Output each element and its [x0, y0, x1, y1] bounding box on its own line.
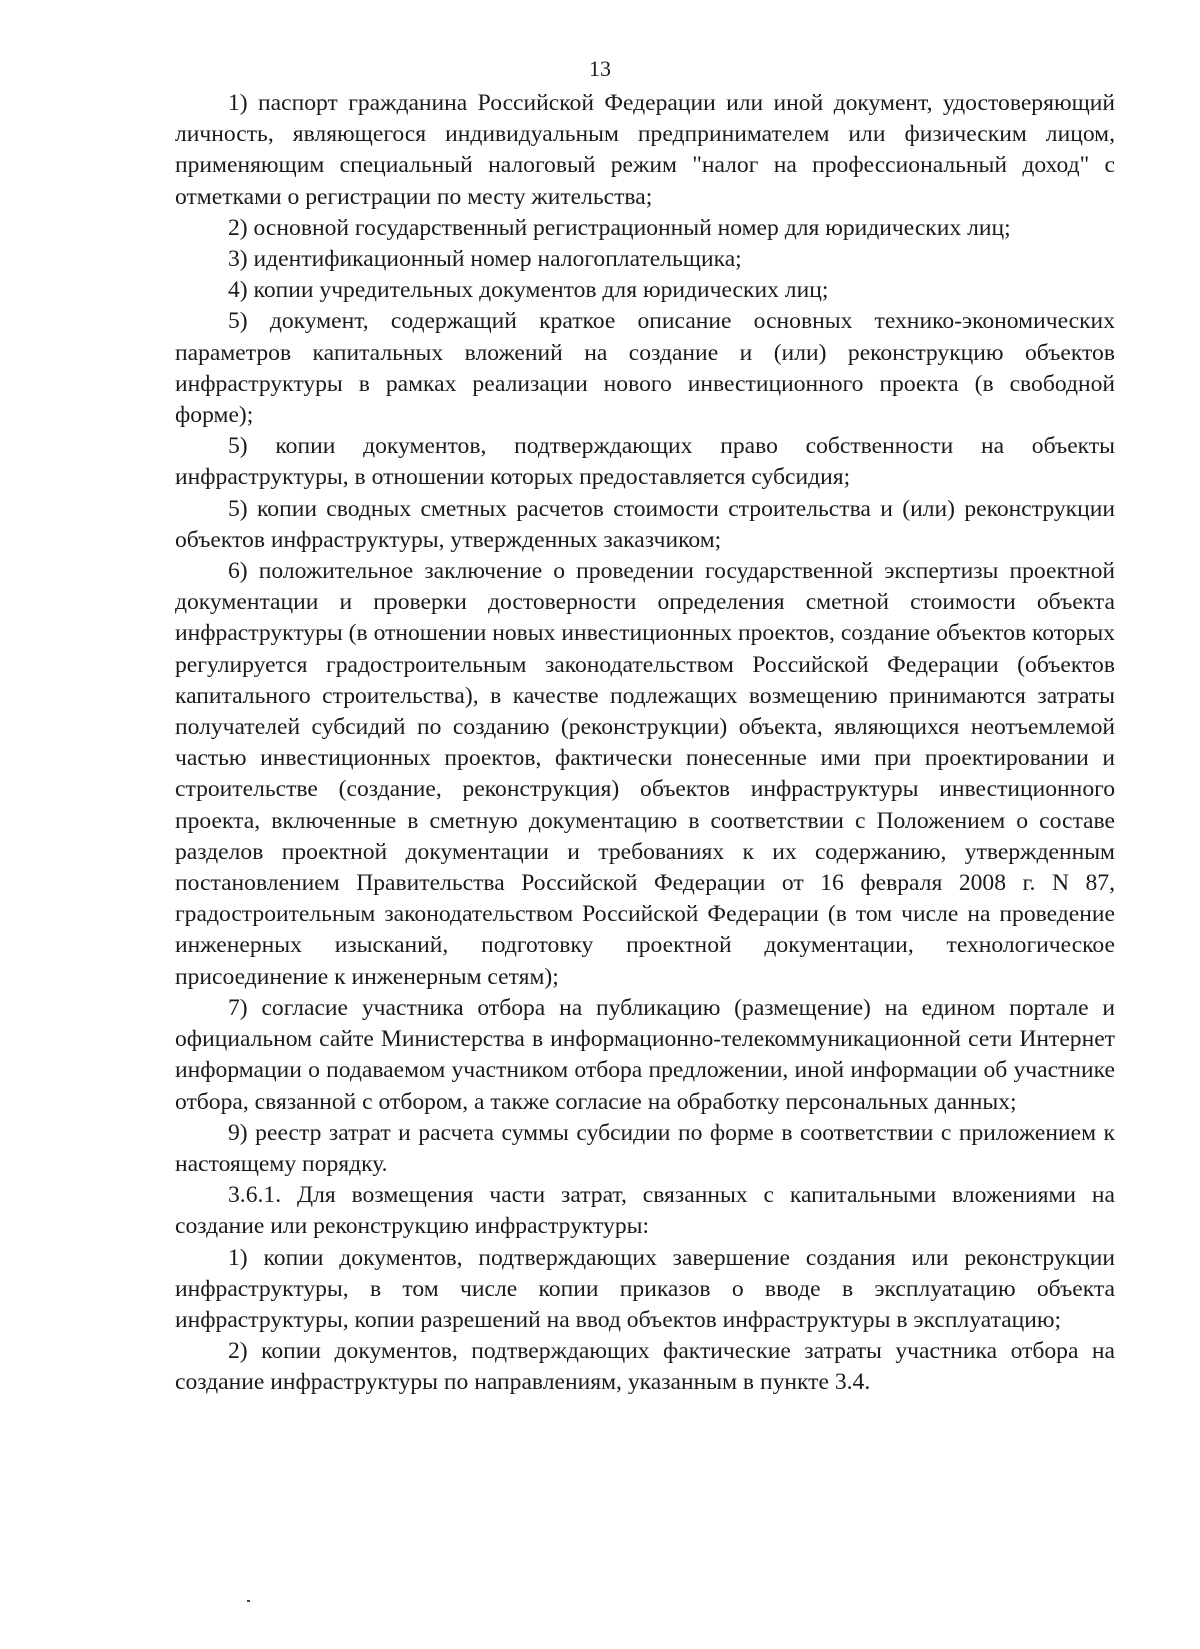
- paragraph-item-3-inn: 3) идентификационный номер налогоплательщика;: [228, 246, 742, 273]
- document-body: [175, 88, 1115, 1399]
- paragraph-item-5-estimates: 5) копии сводных сметных расчетов стоимости строительства и (или) реконструкции объектов инфраструктуры, утвержденных заказчиком;: [175, 495, 1115, 553]
- paragraph-item-2-ogrn: 2) основной государственный регистрационный номер для юридических лиц;: [228, 214, 1011, 241]
- paragraph-item-5-ownership-docs: 5) копии документов, подтверждающих право собственности на объекты инфраструктуры, в отношении которых предоставляется субсидия;: [175, 433, 1115, 491]
- paragraph-item-9-cost-register: 9) реестр затрат и расчета суммы субсидии по форме в соответствии с приложением к настоящему порядку.: [175, 1119, 1115, 1177]
- paragraph-item-6-expertise: 6) положительное заключение о проведении государственной экспертизы проектной документации и проверки достоверности определения сметной стоимости объекта инфраструктуры (в отношении новых инвестиционных проектов, создание объектов которых регулируется градостроительным законодательством Российской Федерации (объектов капитального строительства), в качестве подлежащих возмещению принимаются затраты получателей субсидий по созданию (реконструкции) объекта, являющихся неотъемлемой частью инвестиционных проектов, фактически понесенные ими при проектировании и строительстве (создание, реконструкция) объектов инфраструктуры инвестиционного проекта, включенные в сметную документацию в соответствии с Положением о составе разделов проектной документации и требованиях к их содержанию, утвержденным постановлением Правительства Российской Федерации от 16 февраля 2008 г. N 87, градостроительным законодательством Российской Федерации (в том числе на проведение инженерных изысканий, подготовку проектной документации, технологическое присоединение к инженерным сетям);: [175, 558, 1115, 990]
- paragraph-section-3-6-1: 3.6.1. Для возмещения части затрат, связанных с капитальными вложениями на создание или реконструкцию инфраструктуры:: [175, 1182, 1115, 1240]
- paragraph-item-7-consent: 7) согласие участника отбора на публикацию (размещение) на едином портале и официальном сайте Министерства в информационно-телекоммуникационной сети Интернет информации о подаваемом участником отбора предложении, иной информации об участнике отбора, связанной с отбором, а также согласие на обработку персональных данных;: [175, 994, 1115, 1115]
- paragraph-item-2-actual-costs: 2) копии документов, подтверждающих фактические затраты участника отбора на создание инфраструктуры по направлениям, указанным в пункте 3.4.: [175, 1338, 1115, 1396]
- paragraph-item-4-founding-docs: 4) копии учредительных документов для юридических лиц;: [228, 277, 829, 304]
- paragraph-item-5-project-description: 5) документ, содержащий краткое описание основных технико-экономических параметров капитальных вложений на создание и (или) реконструкцию объектов инфраструктуры в рамках реализации нового инвестиционного проекта (в свободной форме);: [175, 308, 1115, 429]
- paragraph-item-1-completion-docs: 1) копии документов, подтверждающих завершение создания или реконструкции инфраструктуры, в том числе копии приказов о вводе в эксплуатацию объекта инфраструктуры, копии разрешений на ввод объектов инфраструктуры в эксплуатацию;: [175, 1244, 1115, 1333]
- scan-speck: [247, 1600, 250, 1602]
- paragraph-item-1-passport: 1) паспорт гражданина Российской Федерации или иной документ, удостоверяющий личность, являющегося индивидуальным предпринимателем или физическим лицом, применяющим специальный налоговый режим "налог на профессиональный доход" с отметками о регистрации по месту жительства;: [175, 90, 1115, 210]
- page-number: 13: [589, 56, 611, 81]
